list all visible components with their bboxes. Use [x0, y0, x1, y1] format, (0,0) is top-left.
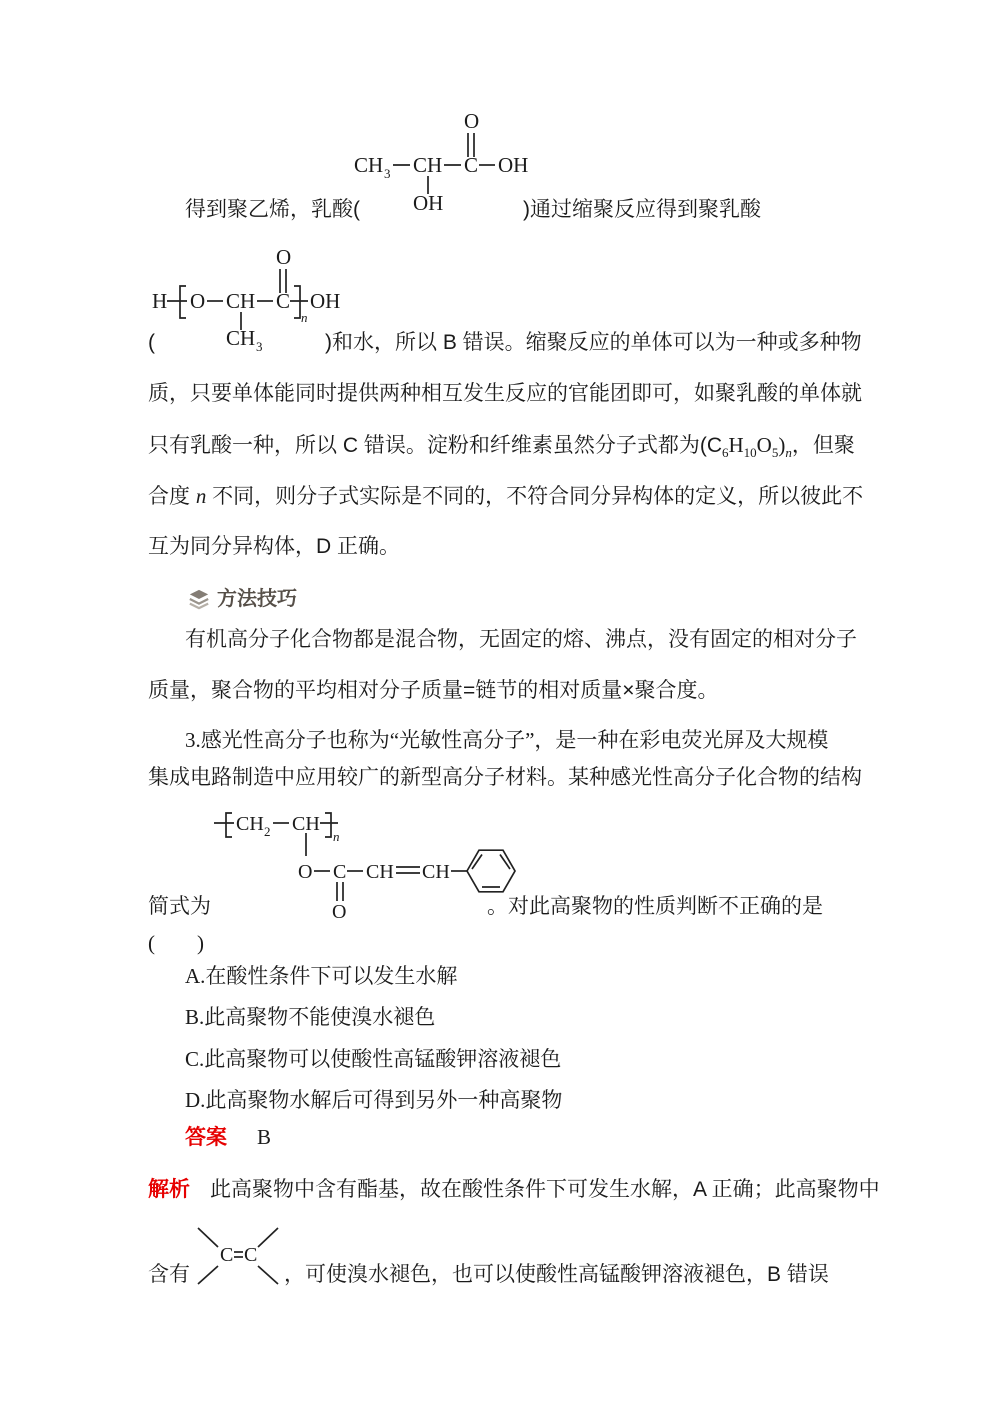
layers-icon — [188, 588, 210, 610]
analysis-line1: 此高聚物中含有酯基，故在酸性条件下可发生水解，A 正确；此高聚物中 — [210, 1178, 880, 1201]
analysis2-line1-pre: 得到聚乙烯，乳酸( — [185, 198, 360, 221]
method-tip-line1: 有机高分子化合物都是混合物，无固定的熔、沸点，没有固定的相对分子 — [185, 628, 857, 651]
atom-ch2-sub: 2 — [264, 824, 271, 839]
atom-o-ester: O — [298, 861, 313, 883]
atom-ch3-sub: 3 — [384, 166, 391, 181]
formula-n: n — [785, 445, 792, 460]
atom-ch: CH — [292, 813, 320, 835]
variable-n: n — [195, 484, 207, 508]
question3-line1: 3.感光性高分子也称为“光敏性高分子”，是一种在彩电荧光屏及大规模 — [185, 728, 829, 752]
answer-row — [185, 1124, 271, 1151]
option-c: C.此高聚物可以使酸性高锰酸钾溶液褪色 — [185, 1047, 562, 1071]
formula-subscript: 5 — [771, 445, 779, 460]
atom-c: C — [276, 289, 291, 313]
atom-ch: CH — [226, 289, 256, 313]
analysis2-line2-post: )和水，所以 B 错误。缩聚反应的单体可以为一种或多种物 — [325, 331, 862, 354]
analysis2-line6: 互为同分异构体，D 正确。 — [148, 535, 400, 558]
analysis-label: 解析 — [148, 1178, 190, 1201]
atom-c: C — [464, 153, 479, 177]
formula-paren: ) — [778, 433, 786, 457]
photosensitive-polymer-structure — [210, 806, 520, 924]
option-b: B.此高聚物不能使溴水褪色 — [185, 1005, 436, 1029]
method-tip-line2: 质量，聚合物的平均相对分子质量=链节的相对质量×聚合度。 — [148, 679, 719, 702]
atom-c1: C — [220, 1244, 234, 1266]
polylactic-acid-structure — [150, 246, 345, 354]
benzene-ring — [467, 850, 515, 892]
atom-c2: C — [244, 1244, 258, 1266]
atom-c: C — [333, 861, 347, 883]
question3-line2: 集成电路制造中应用较广的新型高分子材料。某种感光性高分子化合物的结构 — [148, 765, 862, 789]
atom-ch3: CH — [226, 326, 256, 350]
atom-o-chain: O — [190, 289, 206, 313]
atom-h: H — [152, 289, 168, 313]
atom-ch3-sub: 3 — [256, 339, 263, 354]
question3-answer-paren: ( ) — [148, 931, 204, 955]
text-run: 合度 — [148, 485, 196, 508]
analysis-line2-post: ，可使溴水褪色，也可以使酸性高锰酸钾溶液褪色，B 错误 — [284, 1263, 829, 1286]
analysis2-line5 — [148, 483, 863, 510]
formula-atom: H — [728, 433, 744, 457]
atom-ch3: CH — [354, 153, 384, 177]
atom-ch-a: CH — [366, 861, 394, 883]
atom-ch-b: CH — [422, 861, 450, 883]
analysis2-line4 — [148, 432, 855, 466]
atom-ch2: CH — [236, 813, 264, 835]
method-tip-label: 方法技巧 — [217, 588, 297, 610]
answer-label: 答案 — [185, 1126, 227, 1149]
formula-subscript: 10 — [743, 445, 757, 460]
atom-oh-bottom: OH — [413, 191, 444, 215]
formula-subscript: 6 — [722, 445, 729, 460]
atom-o-top: O — [464, 112, 480, 133]
lactic-acid-structure — [352, 112, 537, 217]
carbon-double-bond-structure — [182, 1216, 292, 1292]
atom-oh: OH — [310, 289, 341, 313]
answer-value: B — [257, 1125, 272, 1149]
atom-oh-right: OH — [498, 153, 529, 177]
analysis-line2-pre: 含有 — [148, 1263, 190, 1286]
text-run: 不同，则分子式实际是不同的，不符合同分异构体的定义，所以彼此不 — [206, 485, 864, 508]
analysis2-line2-pre: ( — [148, 331, 155, 354]
question3-stem-pre: 简式为 — [148, 894, 211, 918]
method-tip-header — [188, 586, 297, 612]
subscript-n: n — [333, 829, 340, 844]
option-a: A.在酸性条件下可以发生水解 — [185, 964, 458, 988]
atom-o-carbonyl: O — [332, 901, 347, 923]
atom-o-top: O — [276, 246, 292, 269]
analysis2-line3: 质，只要单体能同时提供两种相互发生反应的官能团即可，如聚乳酸的单体就 — [148, 382, 862, 405]
subscript-n: n — [301, 310, 308, 325]
option-d: D.此高聚物水解后可得到另外一种高聚物 — [185, 1088, 563, 1112]
text-run: 只有乳酸一种，所以 C 错误。淀粉和纤维素虽然分子式都为(C — [148, 434, 722, 457]
text-run: ，但聚 — [791, 434, 855, 457]
atom-ch: CH — [413, 153, 443, 177]
question3-stem-post: 。对此高聚物的性质判断不正确的是 — [487, 894, 823, 918]
formula-atom: O — [756, 433, 772, 457]
analysis2-line1-post: )通过缩聚反应得到聚乳酸 — [523, 198, 761, 221]
